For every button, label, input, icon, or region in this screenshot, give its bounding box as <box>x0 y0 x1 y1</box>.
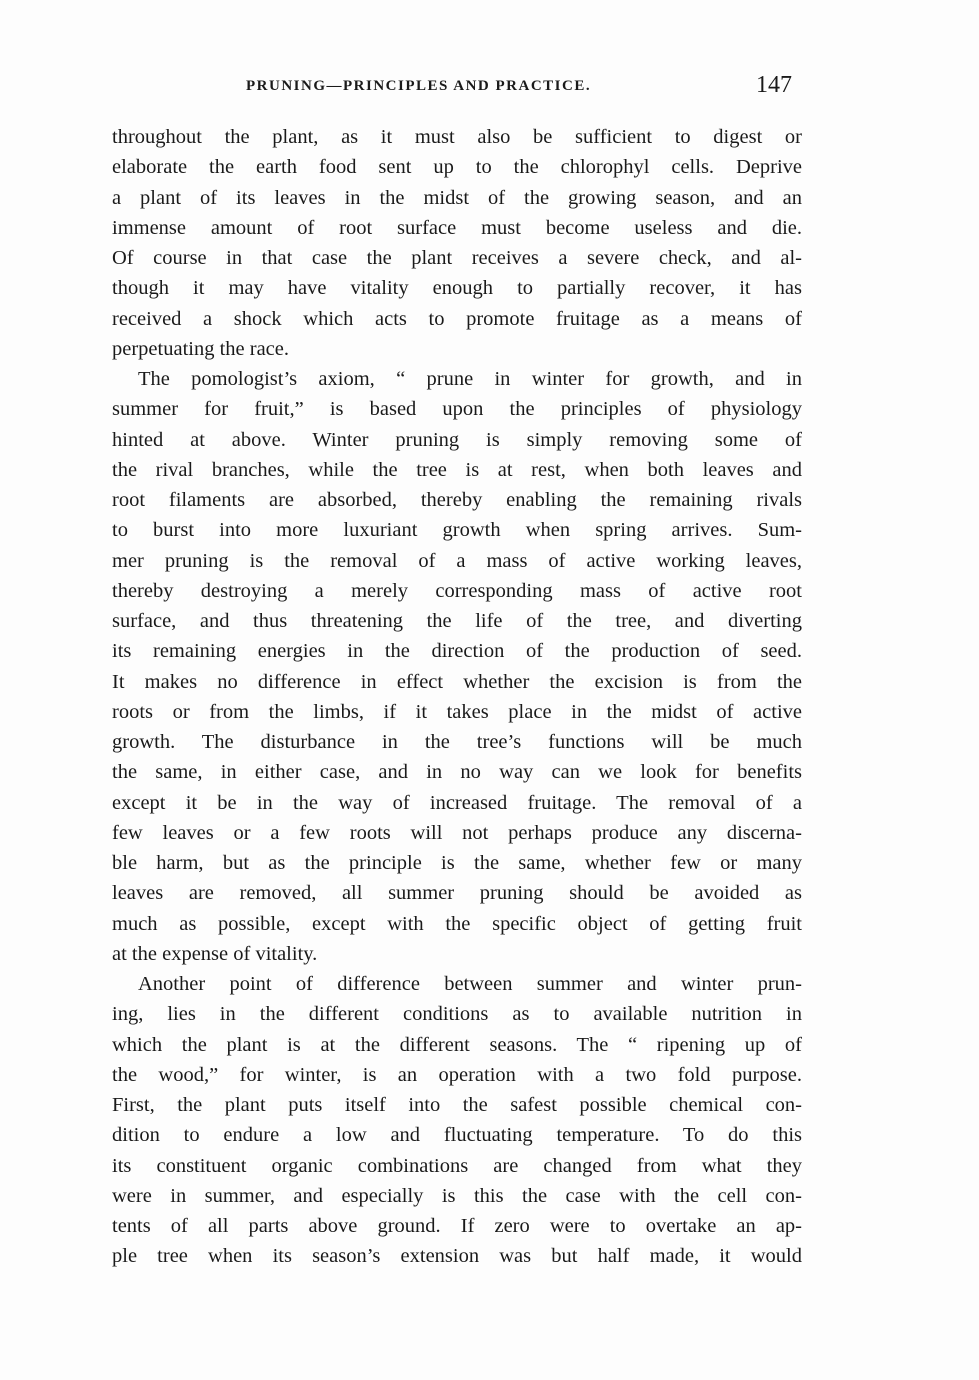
paragraph-1 <box>112 122 802 364</box>
text-line: which the plant is at the different seasons. The “ ripening up of <box>112 1033 802 1056</box>
text-line: its remaining energies in the direction of the production of seed. <box>112 640 802 663</box>
text-line: at the expense of vitality. <box>112 942 318 965</box>
text-line: hinted at above. Winter pruning is simply removing some of <box>112 428 802 451</box>
text-line: ple tree when its season’s extension was but half made, it would <box>112 1245 802 1268</box>
paragraph-3 <box>112 969 802 1272</box>
text-line: immense amount of root surface must become useless and die. <box>112 216 802 239</box>
text-line: few leaves or a few roots will not perhaps produce any discerna- <box>112 821 802 844</box>
text-line: summer for fruit,” is based upon the principles of physiology <box>112 398 802 421</box>
text-line: First, the plant puts itself into the safest possible chemical con- <box>112 1094 802 1116</box>
text-line: thereby destroying a merely corresponding mass of active root <box>112 579 802 602</box>
text-line: received a shock which acts to promote fruitage as a means of <box>112 307 802 330</box>
text-line: surface, and thus threatening the life of the tree, and diverting <box>112 610 802 632</box>
text-line: leaves are removed, all summer pruning should be avoided as <box>112 882 802 905</box>
text-line: were in summer, and especially is this the case with the cell con- <box>112 1184 802 1207</box>
text-line: perpetuating the race. <box>112 337 290 360</box>
text-line: Of course in that case the plant receives a severe check, and al- <box>112 247 802 269</box>
text-line: the wood,” for winter, is an operation with a two fold purpose. <box>112 1063 802 1086</box>
text-line: to burst into more luxuriant growth when spring arrives. Sum- <box>112 519 802 542</box>
running-title: PRUNING—PRINCIPLES AND PRACTICE. <box>246 78 592 94</box>
text-line: throughout the plant, as it must also be sufficient to digest or <box>112 126 802 148</box>
text-line: a plant of its leaves in the midst of the growing season, and an <box>112 186 802 209</box>
text-line: It makes no difference in effect whether the excision is from the <box>112 670 802 693</box>
text-line: tents of all parts above ground. If zero were to overtake an ap- <box>112 1215 802 1237</box>
text-line: ing, lies in the different conditions as to available nutrition in <box>112 1003 802 1026</box>
text-line: much as possible, except with the specific object of getting fruit <box>112 912 802 935</box>
text-line: elaborate the earth food sent up to the chlorophyl cells. Deprive <box>112 156 802 179</box>
page-number: 147 <box>756 72 792 98</box>
text-line: except it be in the way of increased fruitage. The removal of a <box>112 791 802 814</box>
text-line: ble harm, but as the principle is the same, whether few or many <box>112 852 802 874</box>
text-line: the same, in either case, and in no way can we look for benefits <box>112 761 802 784</box>
text-line: its constituent organic combinations are changed from what they <box>112 1154 802 1177</box>
text-line: dition to endure a low and fluctuating temperature. To do this <box>112 1124 802 1147</box>
paragraph-2 <box>112 364 802 969</box>
text-line: the rival branches, while the tree is at rest, when both leaves and <box>112 458 802 481</box>
text-line: growth. The disturbance in the tree’s functions will be much <box>112 731 802 753</box>
text-line: Another point of difference between summer and winter prun- <box>138 973 802 995</box>
text-line: roots or from the limbs, if it takes place in the midst of active <box>112 700 802 723</box>
text-line: though it may have vitality enough to partially recover, it has <box>112 277 802 300</box>
text-line: The pomologist’s axiom, “ prune in winter for growth, and in <box>138 368 802 390</box>
body-text <box>112 122 802 1272</box>
text-line: root filaments are absorbed, thereby enabling the remaining rivals <box>112 489 802 511</box>
page-header <box>112 72 792 106</box>
text-line: mer pruning is the removal of a mass of active working leaves, <box>112 549 802 572</box>
